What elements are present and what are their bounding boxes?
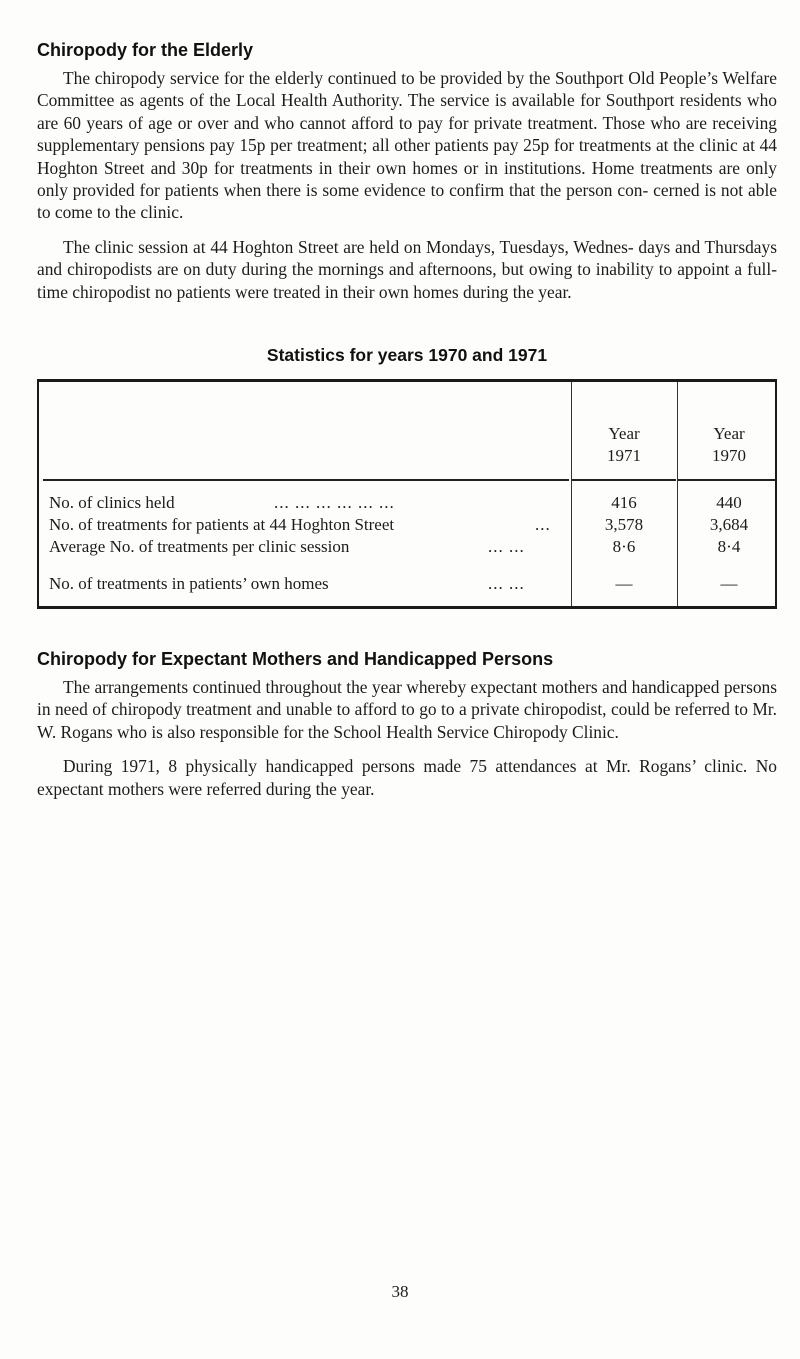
leader-dots: ... bbox=[535, 515, 551, 535]
column-header-1970 bbox=[679, 423, 779, 467]
value-1971: — bbox=[615, 574, 633, 594]
value-1971: 8·6 bbox=[612, 537, 636, 557]
column-header-1971 bbox=[574, 423, 674, 467]
leader-dots: ... ... ... ... ... ... bbox=[274, 493, 395, 513]
leader-dots: ... ... bbox=[488, 537, 525, 557]
table-title: Statistics for years 1970 and 1971 bbox=[266, 345, 548, 366]
section-heading-elderly: Chiropody for the Elderly bbox=[37, 40, 254, 60]
column-header-year-value: 1971 bbox=[607, 446, 641, 466]
column-header-year-label: Year bbox=[713, 424, 745, 444]
value-1971: 416 bbox=[611, 493, 637, 513]
paragraph-attendances: During 1971, 8 physically handicapped persons made 75 attendances at Mr. Rogans’ clinic. No expectant mothers were referred during the year. bbox=[37, 756, 777, 799]
header-rule bbox=[678, 479, 775, 481]
table-row bbox=[39, 493, 779, 515]
value-1970: — bbox=[720, 574, 738, 594]
table-row bbox=[39, 574, 779, 596]
row-label: Average No. of treatments per clinic session bbox=[49, 537, 350, 557]
column-header-year-label: Year bbox=[608, 424, 640, 444]
row-label: No. of treatments for patients at 44 Hoghton Street bbox=[49, 515, 395, 535]
paragraph-service-description: The chiropody service for the elderly continued to be provided by the Southport Old People’s Welfare Committee as agents of the Local Health Authority. The service is available for Southport residents who are 60 years of age or over and who cannot afford to pay for private treatment. Those who are receiving supplementary pensions pay 15p per treatment; all other patients pay 25p for treatments at the clinic at 44 Hoghton Street and 30p for treatments in their own homes or in institutions. Home treatments are only only provided for patients when there is some evidence to confirm that the person con- cerned is not able to come to the clinic. bbox=[37, 68, 777, 223]
section-heading-expectant-mothers: Chiropody for Expectant Mothers and Handicapped Persons bbox=[37, 649, 554, 670]
document-page bbox=[37, 40, 777, 800]
header-rule bbox=[572, 479, 676, 481]
table-row bbox=[39, 537, 779, 559]
row-label: No. of treatments in patients’ own homes bbox=[49, 574, 329, 594]
value-1971: 3,578 bbox=[604, 515, 644, 535]
row-label: No. of clinics held bbox=[49, 493, 175, 513]
header-rule bbox=[43, 479, 569, 481]
column-header-year-value: 1970 bbox=[712, 446, 746, 466]
value-1970: 8·4 bbox=[717, 537, 741, 557]
value-1970: 440 bbox=[716, 493, 742, 513]
table-row bbox=[39, 515, 779, 537]
paragraph-clinic-sessions: The clinic session at 44 Hoghton Street are held on Mondays, Tuesdays, Wednes- days and Thursdays and chiropodists are on duty during the mornings and afternoons, but owing to inability to appoint a full-time chiropodist no patients were treated in their own homes during the year. bbox=[37, 236, 777, 302]
statistics-table bbox=[37, 379, 777, 609]
page-number: 38 bbox=[391, 1282, 409, 1301]
leader-dots: ... ... bbox=[488, 574, 525, 594]
paragraph-arrangements: The arrangements continued throughout the year whereby expectant mothers and handicapped persons in need of chiropody treatment and unable to afford to go to a private chiropodist, could be referred to Mr. W. Rogans who is also responsible for the School Health Service Chiropody Clinic. bbox=[37, 677, 777, 742]
value-1970: 3,684 bbox=[709, 515, 749, 535]
